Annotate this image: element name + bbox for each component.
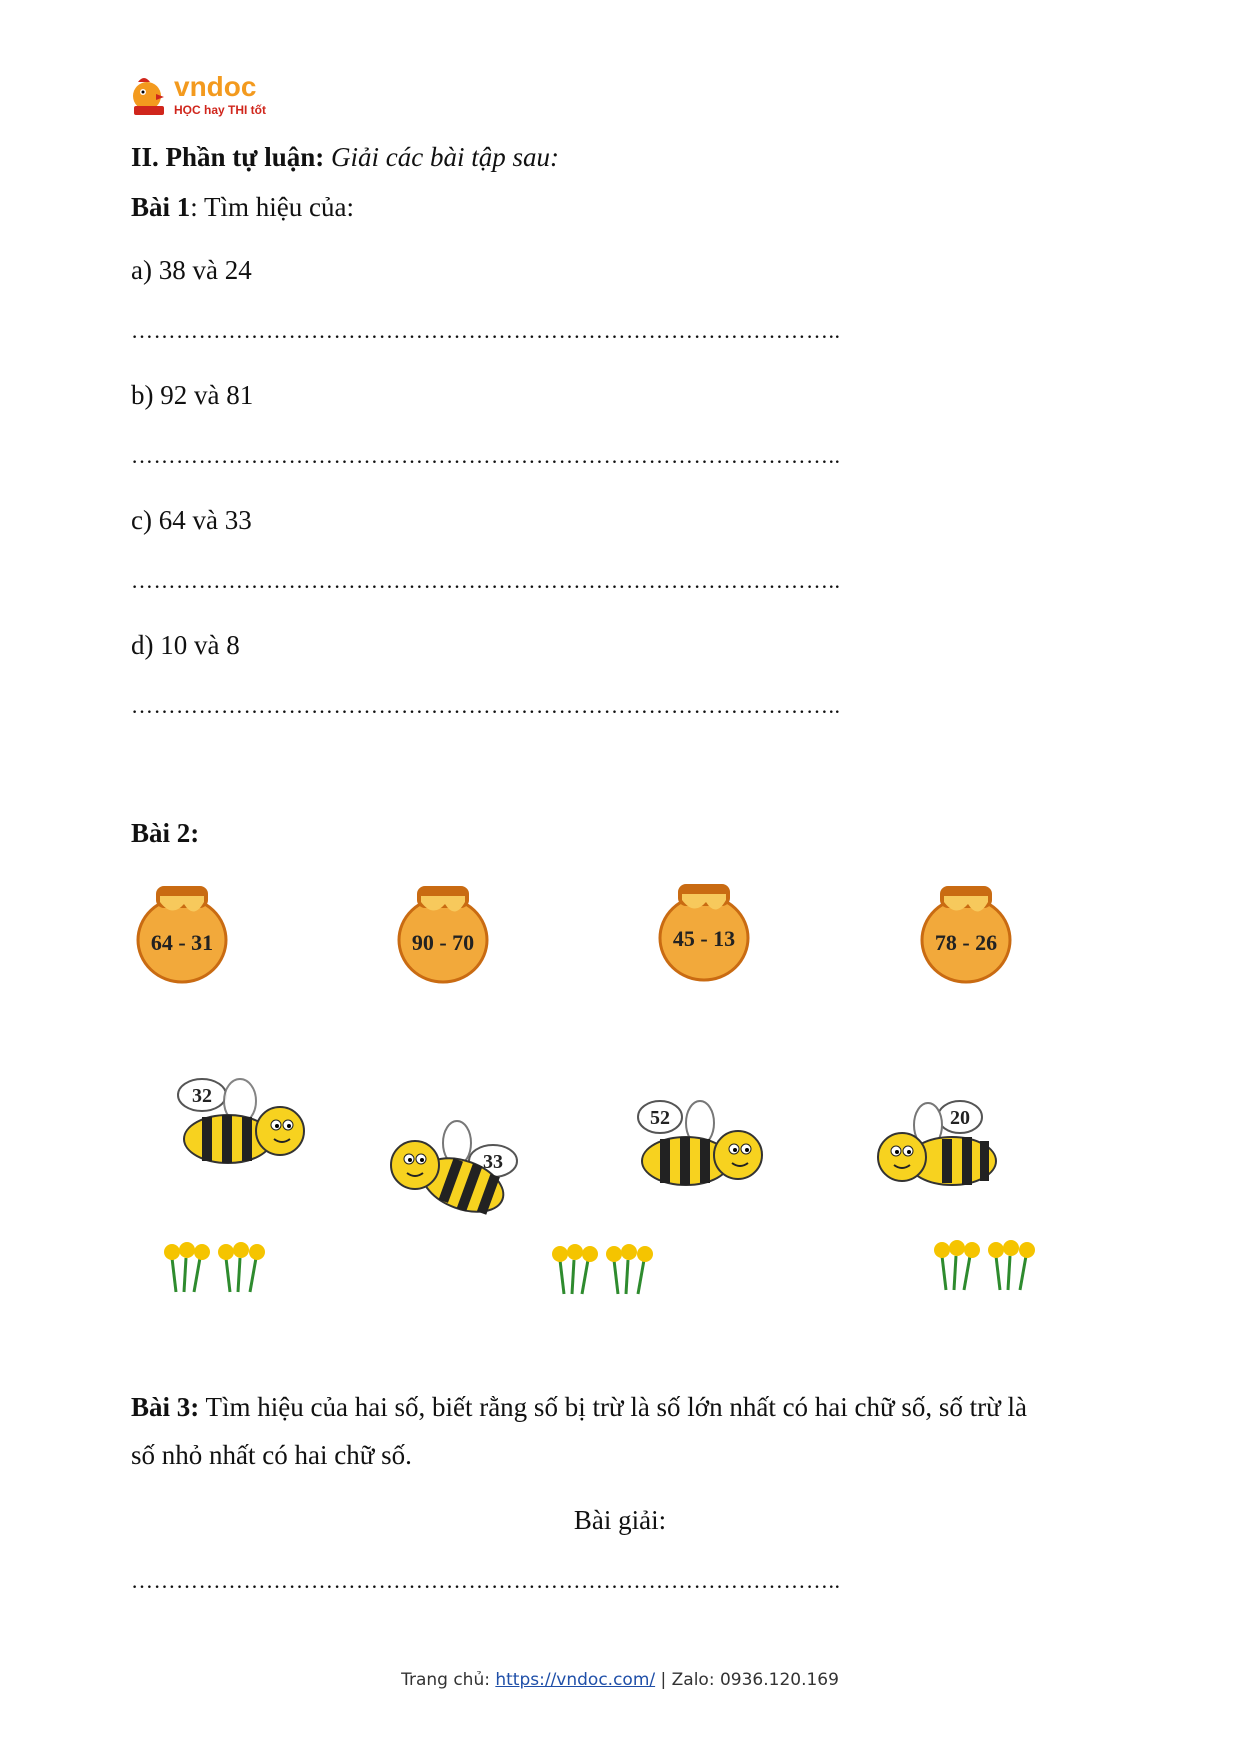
vndoc-logo [130,70,290,122]
logo-brand: vndoc [174,71,257,102]
bai1-item-a: a) 38 và 24 [131,255,252,285]
footer-link[interactable]: https://vndoc.com/ [495,1670,656,1690]
bee [872,1095,1012,1195]
flowers-icon [160,1238,280,1294]
answer-line[interactable]: ………………………………………………………………………………….. [131,318,841,343]
bai1-item-c: c) 64 và 33 [131,505,252,535]
jar-label: 78 - 26 [934,930,998,955]
bai2-label: Bài 2: [131,818,200,848]
jar-label: 90 - 70 [411,930,475,955]
flowers-icon [548,1240,668,1296]
honey-jar [132,878,232,988]
page-footer [0,1670,1240,1690]
bai3-line2: số nhỏ nhất có hai chữ số. [131,1440,412,1470]
answer-line[interactable]: ………………………………………………………………………………….. [131,1568,841,1593]
jar-label: 45 - 13 [672,926,736,951]
bai3-label: Bài 3: [131,1392,200,1422]
chicken-mascot-icon [133,78,164,115]
logo-tagline: HỌC hay THI tốt [174,103,266,117]
footer-prefix: Trang chủ: [401,1670,496,1690]
bai1-label: Bài 1 [131,192,191,222]
honey-jar [916,878,1016,988]
section-title: II. Phần tự luận: [131,142,325,172]
footer-suffix: | Zalo: 0936.120.169 [655,1670,839,1690]
bai3-text: Tìm hiệu của hai số, biết rằng số bị trừ là số lớn nhất có hai chữ số, số trừ là [199,1392,1028,1422]
bee-number: 20 [950,1107,970,1129]
bee-number: 33 [483,1151,503,1173]
answer-line[interactable]: ………………………………………………………………………………….. [131,568,841,593]
bai1-text: : Tìm hiệu của: [190,192,354,222]
bee-number: 32 [192,1085,212,1107]
bee [630,1095,770,1195]
bee [170,1075,310,1175]
honey-jar [654,876,754,986]
bai3-line1 [131,1392,1027,1423]
bai1-item-d: d) 10 và 8 [131,630,240,660]
bai1-item-b: b) 92 và 81 [131,380,254,410]
section-instruction: Giải các bài tập sau: [331,142,559,172]
honey-jar [393,878,493,988]
answer-line[interactable]: ………………………………………………………………………………….. [131,443,841,468]
bee-number: 52 [650,1107,670,1129]
answer-line[interactable]: ………………………………………………………………………………….. [131,693,841,718]
solution-heading: Bài giải: [573,1505,667,1535]
jar-label: 64 - 31 [150,930,214,955]
bai1-heading [131,192,354,223]
flowers-icon [930,1236,1050,1292]
bee [385,1115,525,1215]
section-heading [131,142,559,173]
